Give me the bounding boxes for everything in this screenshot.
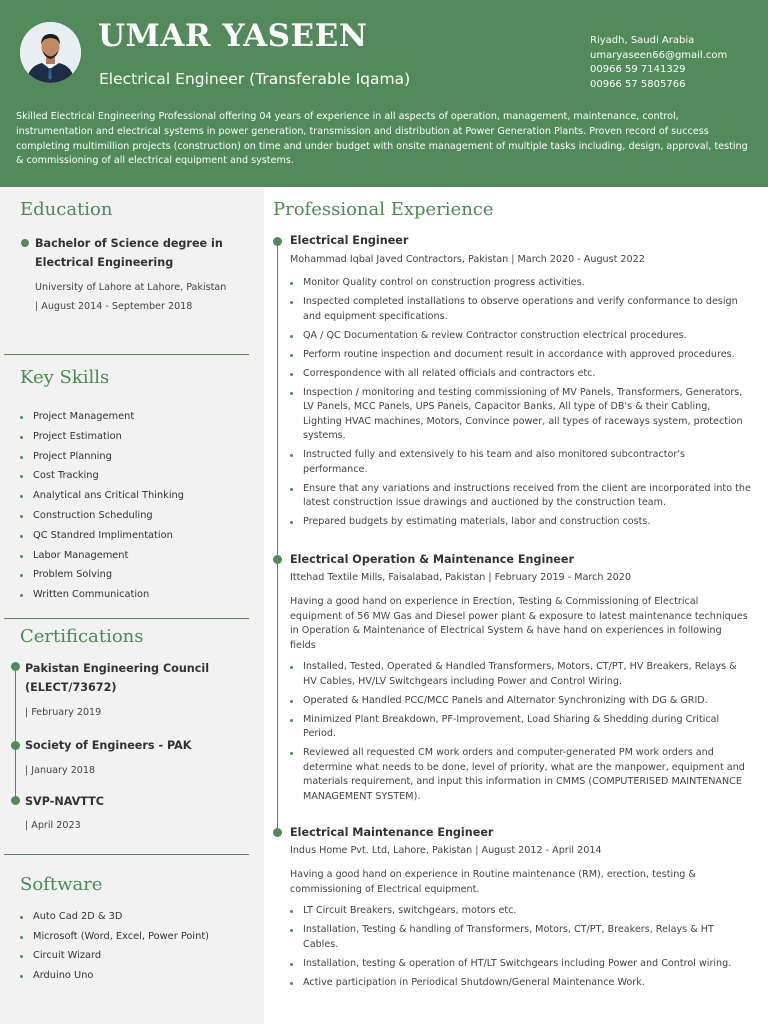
contact-phone-1[interactable]: 00966 59 7141329 bbox=[590, 64, 686, 76]
certification-name: Pakistan Engineering Council (ELECT/73672) bbox=[25, 662, 210, 694]
education-heading: Education bbox=[20, 199, 113, 220]
list-item: Labor Management bbox=[20, 548, 184, 568]
job-duties bbox=[290, 904, 752, 995]
list-item: Correspondence with all related officials and contractors etc. bbox=[290, 367, 752, 382]
skills-heading: Key Skills bbox=[20, 367, 110, 388]
contact-email[interactable]: umaryaseen66@gmail.com bbox=[590, 49, 728, 61]
skills-list bbox=[20, 409, 184, 607]
sidebar-divider bbox=[4, 354, 249, 355]
profile-photo-graphic bbox=[20, 22, 81, 83]
list-item: Minimized Plant Breakdown, PF-Improvement, Load Sharing & Shedding during Critical Period. bbox=[290, 713, 752, 742]
experience-timeline bbox=[277, 240, 278, 835]
list-item: Construction Scheduling bbox=[20, 508, 184, 528]
job-description: Having a good hand on experience in Routine maintenance (RM), erection, testing & commissioning of Electrical equipment. bbox=[290, 869, 696, 895]
timeline-dot-icon bbox=[273, 237, 282, 246]
list-item: Project Planning bbox=[20, 449, 184, 469]
certifications-heading: Certifications bbox=[20, 626, 144, 647]
job-title: Electrical Maintenance Engineer bbox=[290, 826, 494, 839]
education-institution: University of Lahore at Lahore, Pakistan bbox=[35, 282, 227, 293]
list-item: Microsoft (Word, Excel, Power Point) bbox=[20, 929, 209, 949]
job-description: Having a good hand on experience in Erection, Testing & Commissioning of Electrical equipment of 56 MW Gas and Diesel power plant & exposure to latest maintenance techniques in Operation & Maintenance of Electrical System & have hand on experiences in following fields bbox=[290, 596, 748, 651]
sidebar-divider bbox=[4, 618, 249, 619]
software-heading: Software bbox=[20, 874, 103, 895]
list-item: Arduino Uno bbox=[20, 968, 209, 988]
list-item: Reviewed all requested CM work orders and computer-generated PM work orders and determine what needs to be done, level of priority, what are the manpower, equipment and materials requirement, and input this information in CMMS (COMPUTERISED MAINTENANCE MANAGEMENT SYSTEM). bbox=[290, 746, 752, 804]
list-item: Problem Solving bbox=[20, 567, 184, 587]
list-item: Instructed fully and extensively to his team and also monitored subcontractor's performance. bbox=[290, 448, 752, 477]
job-duties bbox=[290, 276, 752, 534]
sidebar-divider bbox=[4, 854, 249, 855]
timeline-dot-icon bbox=[11, 796, 20, 805]
education-bullet-icon bbox=[21, 239, 29, 247]
education-dates: | August 2014 - September 2018 bbox=[35, 301, 193, 312]
certification-date: | April 2023 bbox=[25, 820, 81, 831]
list-item: Monitor Quality control on construction progress activities. bbox=[290, 276, 752, 291]
list-item: Installed, Tested, Operated & Handled Transformers, Motors, CT/PT, HV Breakers, Relays & HV Cables, HV/LV Switchgears including Power and Control Wiring. bbox=[290, 660, 752, 689]
education-details bbox=[35, 278, 245, 316]
job-organization: Indus Home Pvt. Ltd, Lahore, Pakistan | August 2012 - April 2014 bbox=[290, 845, 602, 856]
list-item: Installation, Testing & handling of Transformers, Motors, CT/PT, Breakers, Relays & HT Cables. bbox=[290, 923, 752, 952]
candidate-role: Electrical Engineer (Transferable Iqama) bbox=[99, 70, 411, 88]
contact-phone-2[interactable]: 00966 57 5805766 bbox=[590, 78, 686, 90]
profile-summary: Skilled Electrical Engineering Professional offering 04 years of experience in all aspects of operation, management, maintenance, control, instrumentation and electrical systems in power generation, transmission and distribution at Power Generation Plants. Proven record of success completing multimillion projects (construction) on time and under budget with onsite management of multiple tasks including, design, approval, testing & commissioning of all electrical equipment and systems. bbox=[16, 111, 748, 167]
list-item: Analytical ans Critical Thinking bbox=[20, 488, 184, 508]
timeline-dot-icon bbox=[273, 555, 282, 564]
list-item: Active participation in Periodical Shutdown/General Maintenance Work. bbox=[290, 976, 752, 991]
list-item: Inspection / monitoring and testing commissioning of MV Panels, Transformers, Generators, LV Panels, MCC Panels, UPS Panels, Capacitor Banks, All type of DB's & their Cabling, Lighting HVAC machines, Motors, Convince power, all types of raceways system, protection systems. bbox=[290, 386, 752, 444]
certification-timeline bbox=[15, 667, 16, 800]
job-organization: Mohammad Iqbal Javed Contractors, Pakistan | March 2020 - August 2022 bbox=[290, 254, 645, 265]
certification-name: SVP-NAVTTC bbox=[25, 795, 105, 808]
list-item: Ensure that any variations and instructions received from the client are incorporated into the latest construction issue drawings and auctioned by the construction team. bbox=[290, 482, 752, 511]
list-item: Written Communication bbox=[20, 587, 184, 607]
certification-name: Society of Engineers - PAK bbox=[25, 739, 192, 752]
list-item: LT Circuit Breakers, switchgears, motors etc. bbox=[290, 904, 752, 919]
timeline-dot-icon bbox=[273, 828, 282, 837]
list-item: QC Standred Implimentation bbox=[20, 528, 184, 548]
job-title: Electrical Operation & Maintenance Engineer bbox=[290, 553, 574, 566]
timeline-dot-icon bbox=[11, 741, 20, 750]
certification-date: | January 2018 bbox=[25, 765, 96, 776]
list-item: Prepared budgets by estimating materials, labor and construction costs. bbox=[290, 515, 752, 530]
list-item: Perform routine inspection and document result in accordance with approved procedures. bbox=[290, 348, 752, 363]
contact-location: Riyadh, Saudi Arabia bbox=[590, 35, 695, 46]
resume-header bbox=[0, 0, 768, 187]
list-item: Installation, testing & operation of HT/LT Switchgears including Power and Control wiring. bbox=[290, 957, 752, 972]
profile-photo bbox=[20, 22, 81, 83]
list-item: Circuit Wizard bbox=[20, 948, 209, 968]
list-item: Operated & Handled PCC/MCC Panels and Alternator Synchronizing with DG & GRID. bbox=[290, 694, 752, 709]
software-list bbox=[20, 909, 209, 987]
experience-heading: Professional Experience bbox=[273, 199, 494, 220]
timeline-dot-icon bbox=[11, 662, 20, 671]
job-organization: Ittehad Textile Mills, Faisalabad, Pakistan | February 2019 - March 2020 bbox=[290, 572, 631, 583]
job-title: Electrical Engineer bbox=[290, 234, 409, 247]
education-degree: Bachelor of Science degree in Electrical Engineering bbox=[35, 237, 223, 269]
list-item: Project Estimation bbox=[20, 429, 184, 449]
list-item: QA / QC Documentation & review Contractor construction electrical procedures. bbox=[290, 329, 752, 344]
job-duties bbox=[290, 660, 752, 809]
candidate-name: UMAR YASEEN bbox=[98, 18, 368, 54]
contact-block bbox=[590, 34, 727, 92]
list-item: Cost Tracking bbox=[20, 468, 184, 488]
list-item: Auto Cad 2D & 3D bbox=[20, 909, 209, 929]
certification-date: | February 2019 bbox=[25, 707, 102, 718]
list-item: Inspected completed installations to observe operations and verify conformance to design and equipment specifications. bbox=[290, 295, 752, 324]
list-item: Project Management bbox=[20, 409, 184, 429]
